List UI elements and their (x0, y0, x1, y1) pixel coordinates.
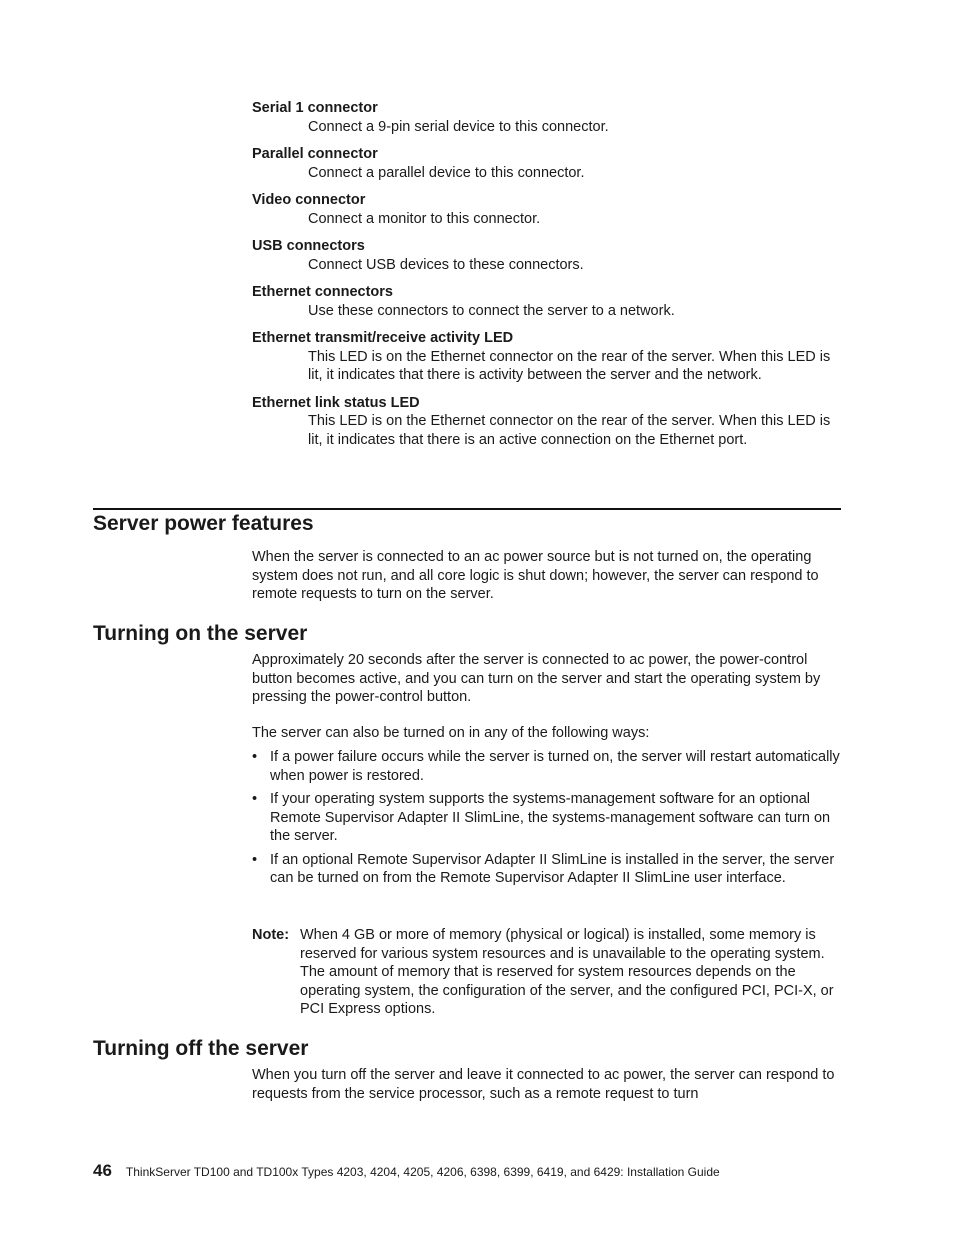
heading-server-power-features: Server power features (93, 512, 314, 535)
footer-title: ThinkServer TD100 and TD100x Types 4203, 4204, 4205, 4206, 6398, 6399, 6419, and 6429: Installation Guide (125, 1165, 720, 1179)
heading-turning-on-server: Turning on the server (93, 622, 308, 645)
definition-term: USB connectors (252, 238, 365, 254)
turning-off-paragraph: When you turn off the server and leave it connected to ac power, the server can respond to requests from the service processor, such as a remote request to turn (252, 1067, 835, 1102)
list-item-text: If your operating system supports the systems-management software for an optional Remote Supervisor Adapter II SlimLine, the systems-management software can turn on the server. (270, 791, 831, 844)
definition-item (252, 145, 842, 182)
list-item (252, 851, 842, 888)
definition-description: This LED is on the Ethernet connector on the rear of the server. When this LED is lit, it indicates that there is activity between the server and the network. (308, 348, 831, 383)
bullet-icon: • (252, 749, 258, 765)
power-features-paragraph: When the server is connected to an ac power source but is not turned on, the operating system does not run, and all core logic is shut down; however, the server can respond to remote requests to turn on the server. (252, 549, 819, 602)
page-number: 46 (93, 1161, 112, 1180)
list-item (252, 790, 842, 846)
heading-turning-off-server: Turning off the server (93, 1037, 309, 1060)
turn-on-methods-list (252, 748, 842, 893)
turning-on-ways-intro: The server can also be turned on in any of the following ways: (252, 725, 650, 741)
definition-item (252, 99, 842, 136)
connector-definition-list (252, 99, 842, 458)
definition-term: Ethernet connectors (252, 284, 393, 300)
memory-note (252, 926, 842, 1019)
definition-description: Connect a 9-pin serial device to this connector. (308, 118, 609, 135)
turning-on-paragraph: Approximately 20 seconds after the server is connected to ac power, the power-control button becomes active, and you can turn on the server and start the operating system by pressing the power-control button. (252, 652, 821, 705)
definition-term: Ethernet link status LED (252, 394, 420, 411)
section-divider (93, 508, 841, 510)
definition-description: Connect a monitor to this connector. (308, 210, 541, 227)
list-item-text: If a power failure occurs while the server is turned on, the server will restart automatically when power is restored. (270, 749, 840, 784)
bullet-icon: • (252, 851, 258, 868)
definition-term: Parallel connector (252, 146, 378, 162)
definition-item (252, 329, 842, 385)
definition-item (252, 283, 842, 320)
definition-description: This LED is on the Ethernet connector on the rear of the server. When this LED is lit, it indicates that there is an active connection on the Ethernet port. (308, 413, 831, 448)
definition-description: Connect USB devices to these connectors. (308, 256, 584, 273)
list-item-text: If an optional Remote Supervisor Adapter II SlimLine is installed in the server, the server can be turned on from the Remote Supervisor Adapter II SlimLine user interface. (270, 851, 835, 886)
bullet-icon: • (252, 791, 258, 807)
definition-description: Use these connectors to connect the server to a network. (308, 302, 675, 319)
page-footer (93, 1161, 853, 1182)
definition-item (252, 394, 842, 450)
definition-item (252, 191, 842, 228)
definition-term: Ethernet transmit/receive activity LED (252, 330, 514, 346)
note-label: Note: (252, 927, 290, 943)
list-item (252, 748, 842, 785)
definition-description: Connect a parallel device to this connector. (308, 164, 585, 181)
note-text: When 4 GB or more of memory (physical or logical) is installed, some memory is reserved for various system resources and is unavailable to the operating system. The amount of memory that is reserved for system resources depends on the operating system, the configuration of the server, and the configured PCI, PCI-X, or PCI Express options. (300, 927, 834, 1017)
definition-term: Video connector (252, 192, 366, 208)
definition-term: Serial 1 connector (252, 100, 378, 116)
definition-item (252, 237, 842, 274)
